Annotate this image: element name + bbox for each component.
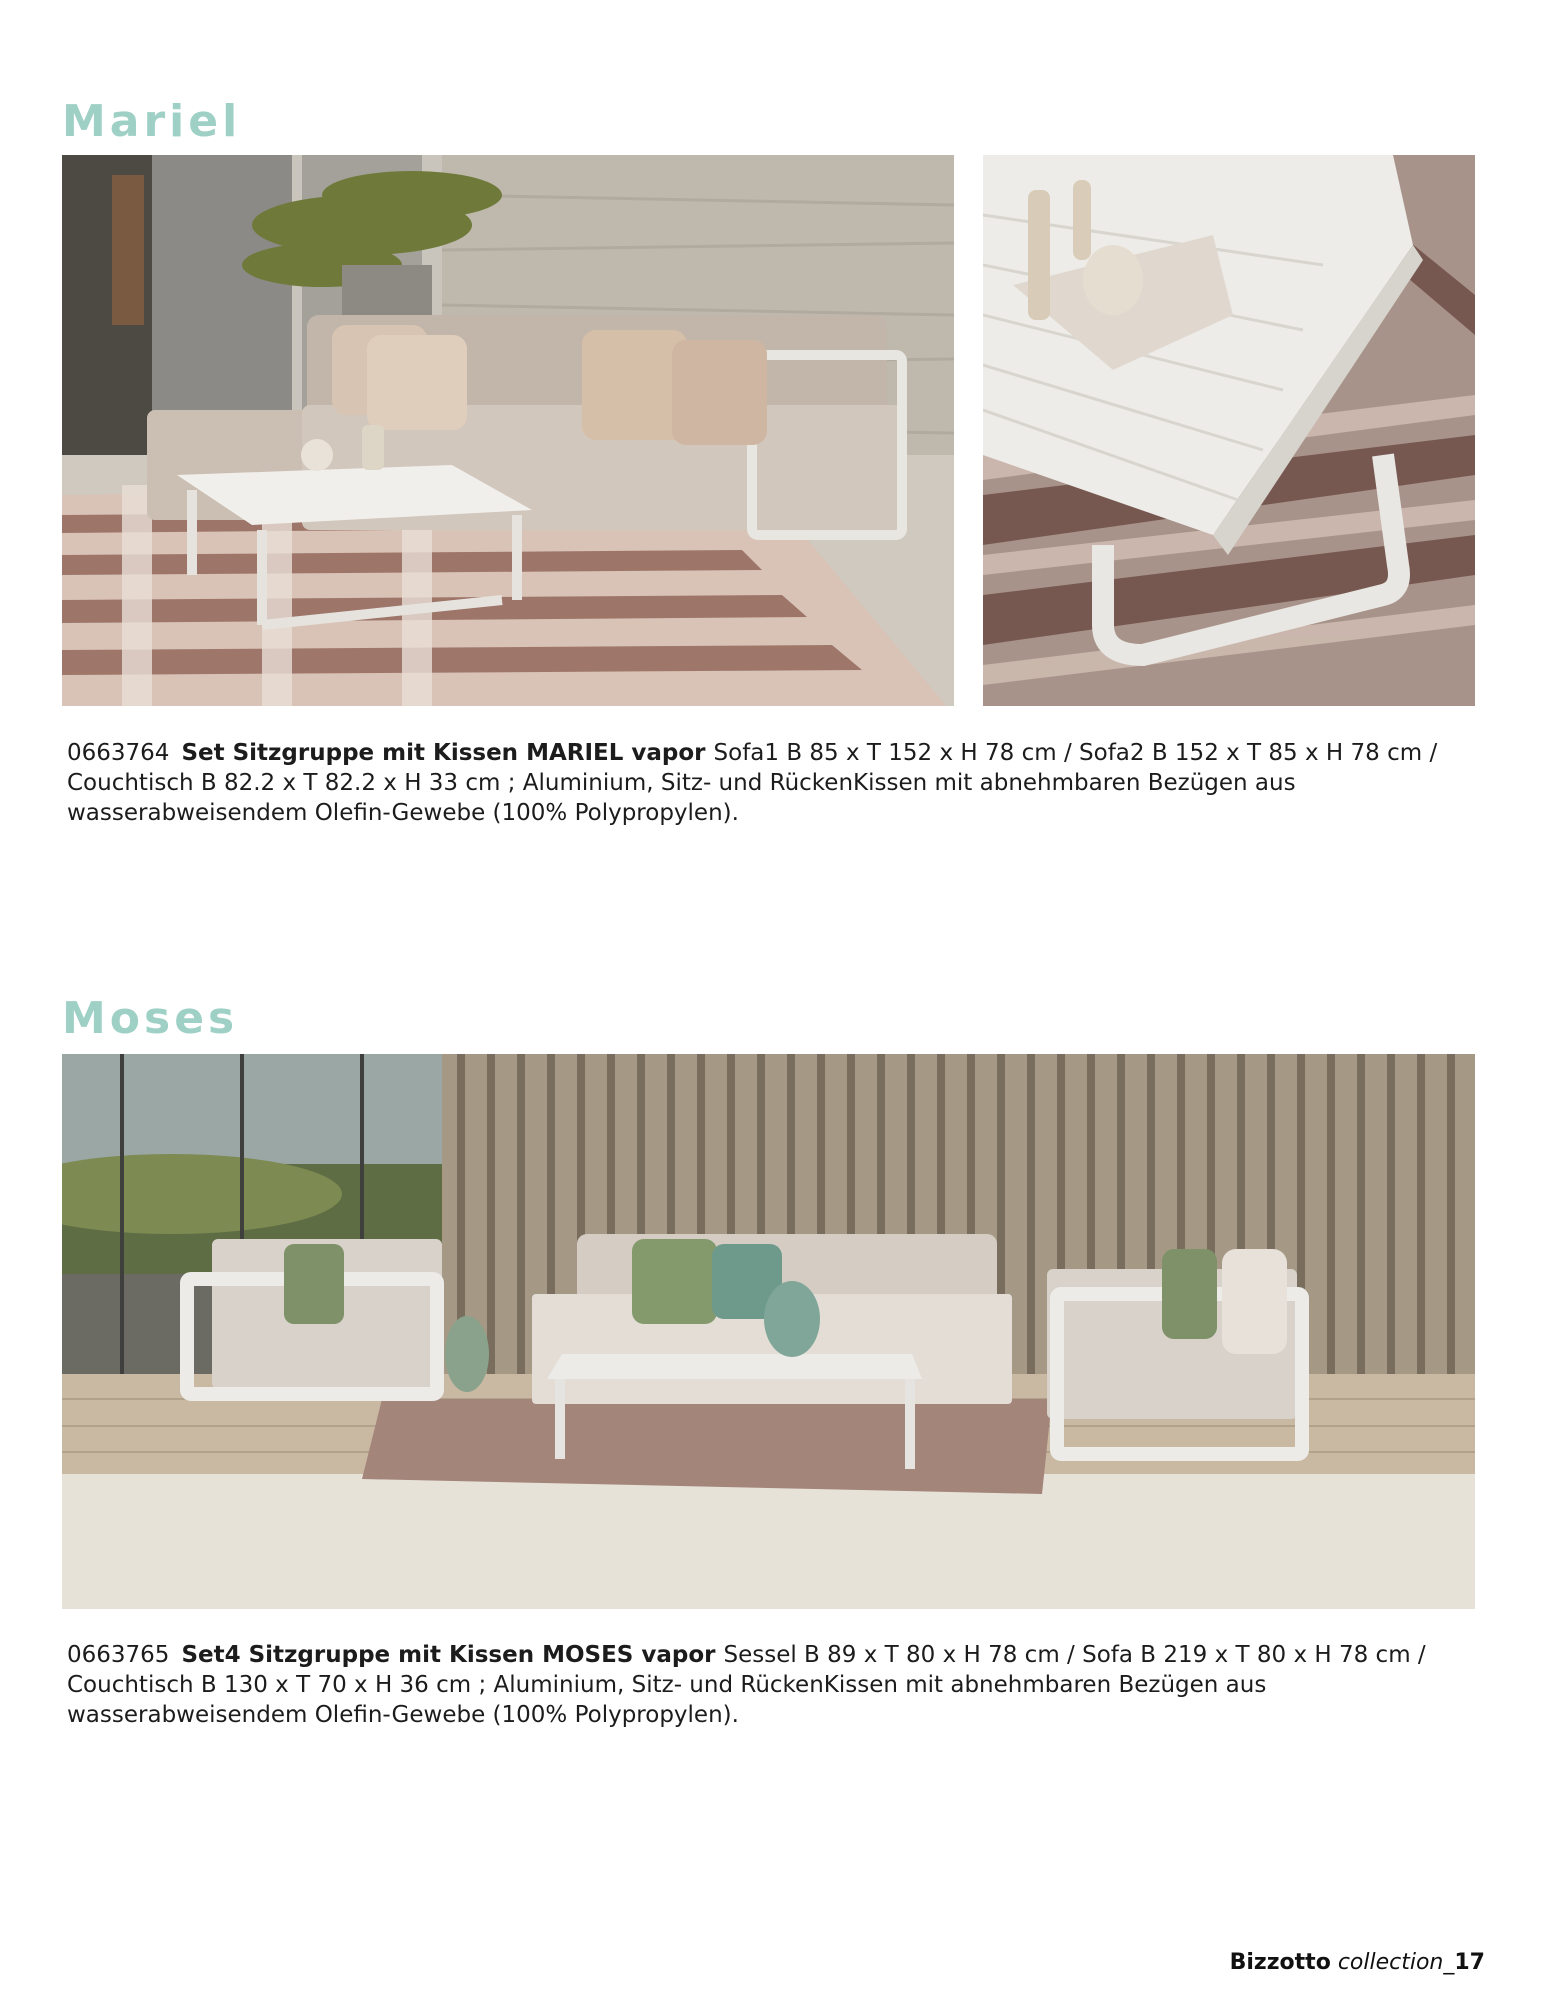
article-code: 0663765 [67,1642,170,1668]
collection-label: collection_ [1337,1950,1455,1975]
section-title-mariel: Mariel [62,96,242,147]
moses-photo-main [62,1054,1475,1609]
product-description-moses [67,1640,1487,1730]
product-name: Set4 Sitzgruppe mit Kissen MOSES vapor [181,1642,716,1668]
product-name: Set Sitzgruppe mit Kissen MARIEL vapor [181,740,706,766]
section-title-moses: Moses [62,993,239,1044]
product-details: Sessel B 89 x T 80 x H 78 cm / Sofa B 219 x T 80 x H 78 cm / Couchtisch B 130 x T 70 x H 36 cm ; Aluminium, Sitz- und RückenKissen mit abnehmbaren Bezügen aus wasserabweisendem Olefin-Gewebe (100% Polypropylen). [67,1642,1426,1728]
product-description-mariel [67,738,1487,828]
mariel-photo-detail [983,155,1475,706]
brand-name: Bizzotto [1229,1950,1331,1975]
page-footer [1230,1950,1485,1975]
product-details: Sofa1 B 85 x T 152 x H 78 cm / Sofa2 B 152 x T 85 x H 78 cm / Couchtisch B 82.2 x T 82.2 x H 33 cm ; Aluminium, Sitz- und RückenKissen mit abnehmbaren Bezügen aus wasserabweisendem Olefin-Gewebe (100% Polypropylen). [67,740,1438,826]
page-number: 17 [1454,1950,1485,1975]
article-code: 0663764 [67,740,170,766]
mariel-photo-main [62,155,954,706]
